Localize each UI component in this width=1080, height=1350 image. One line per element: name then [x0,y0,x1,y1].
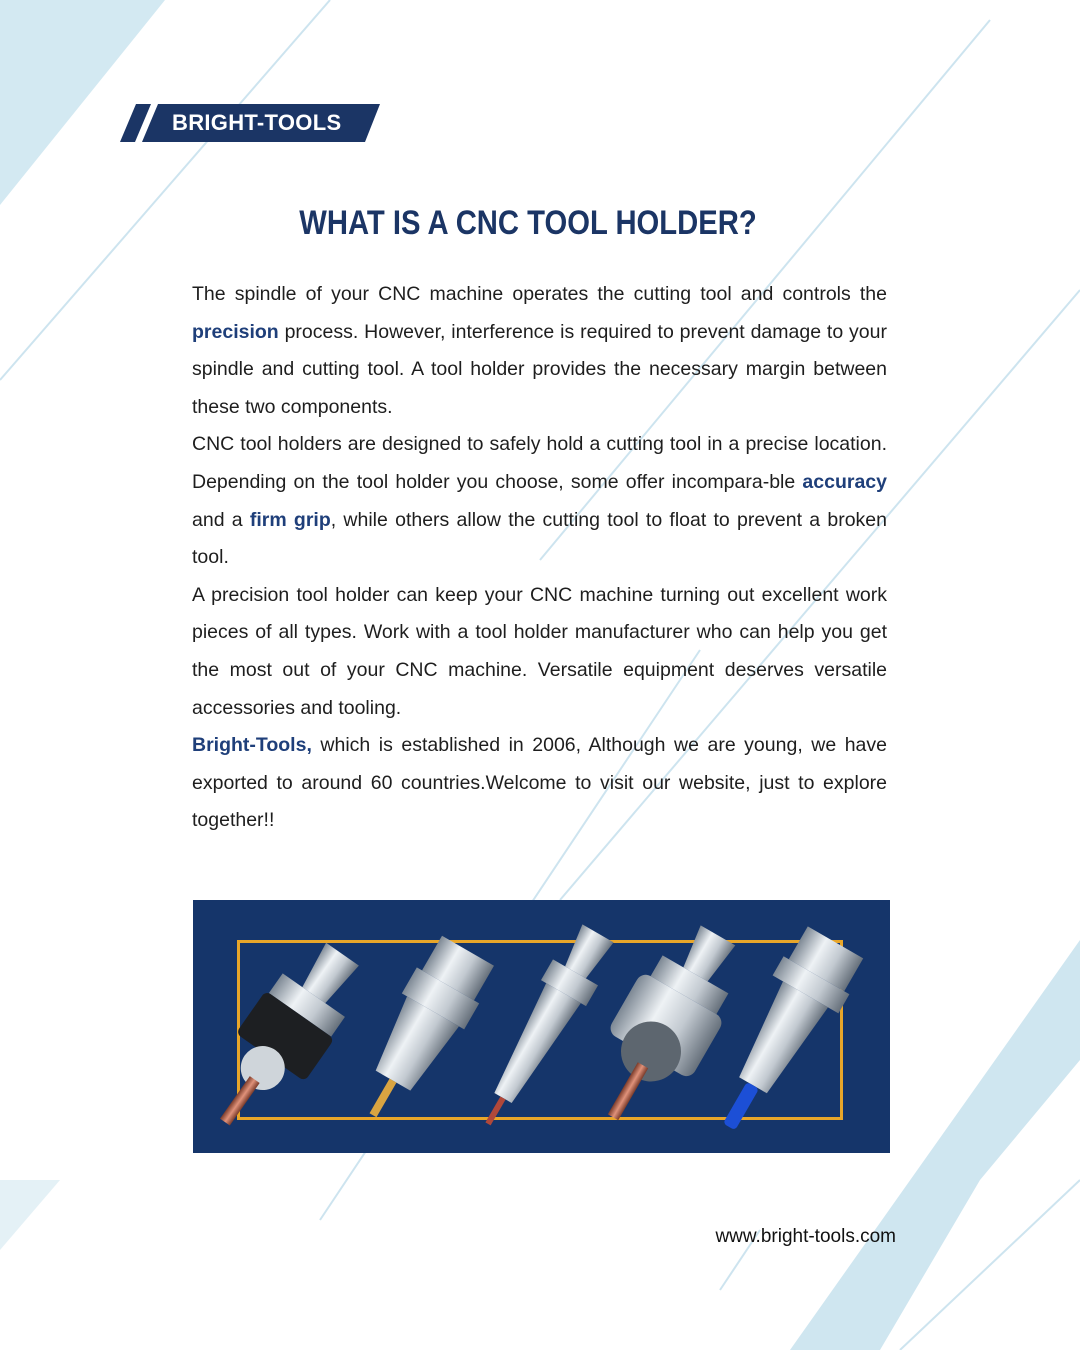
highlight-precision: precision [192,320,279,343]
highlight-accuracy: accuracy [802,470,887,493]
paragraph-4 [192,727,887,840]
highlight-bright-tools: Bright-Tools, [192,734,312,757]
paragraph-2-text-c: and a [192,508,250,531]
tool-holder-2 [342,933,499,1134]
website-url[interactable]: www.bright-tools.com [715,1226,896,1247]
tool-holders-photo [193,900,890,1153]
paragraph-1-text-a: The spindle of your CNC machine operates the cutting tool and controls the [192,283,887,305]
article-body [192,276,887,840]
paragraph-2-text-a: CNC tool holders are designed to safely hold a cutting tool in a precise location. Depending on the tool holder you choose, some offer incompara-ble [192,433,887,493]
tool-holder-1 [193,930,377,1146]
page-title: WHAT IS A CNC TOOL HOLDER? [299,204,757,242]
paragraph-2 [192,426,887,576]
paragraph-4-text-b: which is established in 2006, Although we are young, we have exported to around 60 countries.Welcome to visit our website, just to explore together!! [192,734,887,832]
tool-holder-3 [465,920,620,1137]
brand-logo[interactable] [120,104,380,142]
brand-logo-text: BRIGHT-TOOLS [172,110,342,135]
paragraph-1-text-c: process. However, interference is required to prevent damage to your spindle and cutting tool. A tool holder provides the necessary margin between these two components. [192,320,887,418]
paragraph-1 [192,276,887,426]
paragraph-3: A precision tool holder can keep your CNC machine turning out excellent work pieces of all types. Work with a tool holder manufacturer who can help you get the most out of your CNC machine. Versatile equipment deserves versatile accessories and tooling. [192,583,887,719]
highlight-firm-grip: firm grip [249,508,331,531]
paragraph-2-text-e: , while others allow the cutting tool to float to prevent a broken tool. [192,508,887,569]
